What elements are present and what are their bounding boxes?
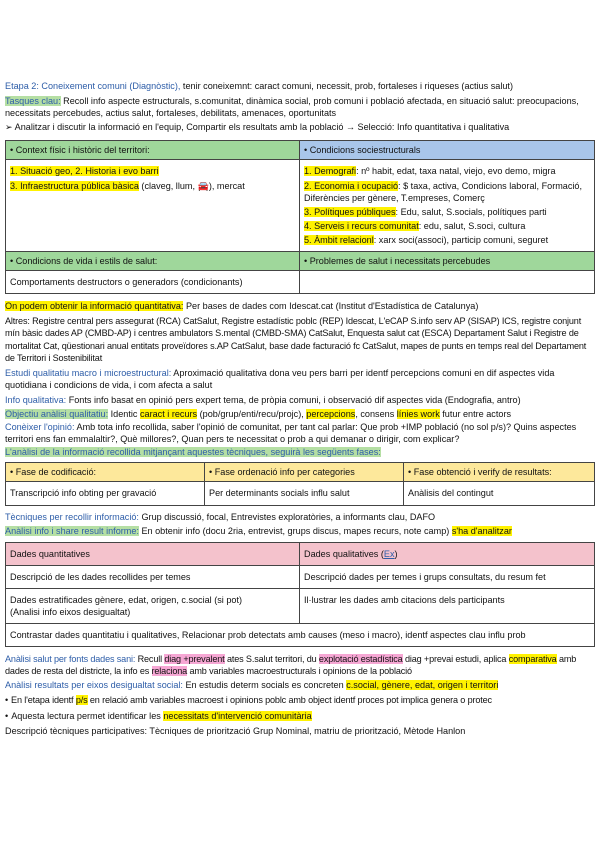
altres-paragraph: Altres: Registre central pers assegurat (RCA) CatSalut, Registre estadístic poblc (REP) Idescat, L'eCAP S.info serv AP (SISAP) ICS, registre conjunt mín bàsic dades AP (CMBD-AP) i centres ambulators S.mental (CMBD-SMA) CatSalut, Enquesta salut cat (ESCA) Departament Salut i Registre de mortalitat Cat, qüestionari anual entitats proveïdores s.AP CatSalut, base dade facturació fc CatSalut, mapes de punts en temps real del Departament de Territori i Sostenibilitat	[5, 316, 587, 363]
analisi-salut-label: Anàlisi salut per fonts dades sani:	[5, 654, 136, 665]
comportaments-cell: Comportaments destructors o generadors (condicionants)	[6, 271, 300, 294]
info-qualitativa-paragraph	[5, 394, 595, 406]
estudi-paragraph	[5, 367, 595, 391]
document-page	[5, 80, 595, 737]
objectiu-paragraph: Objectiu anàlisi qualitatiu: Identic caract i recurs (pob/grup/enti/recu/projc), percepcions, consens línies work futur entre actors	[5, 408, 512, 419]
podem-label: On podem obtenir la informació quantitativa:	[5, 301, 184, 312]
qual-row1: Descripció dades per temes i grups consultats, du resum fet	[300, 565, 595, 588]
analisi-eixos-paragraph: Anàlisi resultats per eixos desigualtat social: En estudis determ socials es concreten c.social, gènere, edat, origen i territori	[5, 680, 499, 691]
condicions-cell	[300, 160, 595, 252]
quantitatives-header: Dades quantitatives	[6, 542, 300, 565]
fase-codificacio-header: • Fase de codificació:	[6, 463, 205, 482]
coneixer-label: Conèixer l'opinió:	[5, 422, 75, 433]
coneixer-text: Amb tota info recollida, saber l'opinió de comunitat, per tant cal parlar: Que prob +IMP població (no sol p/s)? Quins aspectes territori ens fan emmalaltir?, Què millores?, Quan pers te necessitat o prob a qui demanar o dirigir, com explicar?	[5, 422, 577, 445]
tecniques-label: Tècniques per recollir informació:	[5, 511, 139, 522]
estudi-label: Estudi qualitatiu macro i microestructural:	[5, 367, 172, 378]
info-q-text: Fonts info basat en opinió pers expert tema, de pròpia comuni, i observació dif aspectes vida (Endografia, antro)	[66, 394, 521, 405]
quant-row1: Descripció de les dades recollides per temes	[6, 565, 300, 588]
podem-text: Per bases de dades com Idescat.cat (Institut d'Estadística de Catalunya)	[183, 301, 479, 312]
condicions-vida-header: • Condicions de vida i estils de salut:	[6, 252, 300, 271]
dades-table	[5, 542, 595, 647]
context-item-3-text: (claveg, llum, 🚘), mercat	[138, 180, 245, 191]
context-table	[5, 140, 595, 294]
analisi-salut-paragraph: Anàlisi salut per fonts dades sani: Recull diag +prevalent ates S.salut territori, du explotació estadística diag +prevai estudi, aplica comparativa amb dades de resta del districte, la info es relaciona amb variables macroestructurals i opinions de la població	[5, 654, 577, 677]
bullet-icon: •	[5, 710, 9, 721]
analitzar-paragraph	[5, 121, 595, 133]
etapa-label: Etapa 2: Coneixement comuni (Diagnòstic),	[5, 81, 181, 91]
estudi-text: Aproximació qualitativa dona veu pers barri per identf percepcions comuni en dif aspectes vida quotidiana i condicions de vida, i com afecta a salut	[5, 367, 555, 390]
qual-row2: Il·lustrar les dades amb citacions dels participants	[300, 588, 595, 623]
fase-ordenacio-header: • Fase ordenació info per categories	[205, 463, 404, 482]
podem-paragraph	[5, 300, 595, 312]
coneixer-paragraph	[5, 421, 595, 445]
analisi-eixos-label: Anàlisi resultats per eixos desigualtat social:	[5, 680, 183, 691]
fase-obtencio-header: • Fase obtenció i verify de resultats:	[404, 463, 595, 482]
quant-row2: Dades estratificades gènere, edat, origen, c.social (si pot) (Analisi info eixos desigualtat)	[6, 588, 300, 623]
tecniques-paragraph	[5, 511, 595, 523]
tasques-text: Recoll info aspecte estructurals, s.comunitat, dinàmica social, prob comuni i població afectada, en situació salut: preocupacions, necessitats percebudes, actius salut, fortaleses, debilitats, amenaces, oportunitats	[5, 96, 579, 119]
arrow-icon: ➢	[5, 122, 13, 133]
analisi-intro: L'anàlisi de la informació recollida mitjançant aquestes tècniques, seguirà les següents fases:	[5, 447, 381, 458]
condicions-header: • Condicions sociestructurals	[300, 141, 595, 160]
analisi-info-paragraph: Anàlisi info i share result informe: En obtenir info (docu 2ria, entrevist, grups discus, mapes recurs, note camp) s'ha d'analitzar	[5, 525, 512, 536]
fase-ordenacio-cell: Per determinants socials influ salut	[205, 482, 404, 505]
ex-link[interactable]: Ex	[383, 548, 395, 559]
tasques-label: Tasques clau:	[5, 96, 61, 107]
contrastar-row: Contrastar dades quantitatiu i qualitatives, Relacionar prob detectats amb causes (meso i macro), identf aspectes clau influ prob	[6, 624, 595, 647]
tecniques-text: Grup discussió, focal, Entrevistes exploratòries, a informants clau, DAFO	[138, 511, 436, 522]
condicions-item: 3. Polítiques públiques: Edu, salut, S.socials, polítiques parti	[304, 206, 547, 217]
condicions-item: 4. Serveis i recurs comunitat: edu, salut, S.soci, cultura	[304, 220, 526, 231]
tasques-paragraph	[5, 95, 595, 119]
context-item-1: 1. Situació geo, 2. Historia i evo barri	[10, 166, 159, 177]
context-cell	[6, 160, 300, 252]
etapa-text: tenir coneixemnt: caract comuni, necessit, prob, fortaleses i riqueses (actius salut)	[180, 81, 513, 91]
fases-table	[5, 462, 595, 505]
etapa-paragraph	[5, 80, 595, 92]
analisi-info-label: Anàlisi info i share result informe:	[5, 525, 139, 536]
analitzar-text: Analitzar i discutir la informació en l'equip, Compartir els resultats amb la població → Selecció: Info quantitativa i qualitativa	[14, 122, 510, 133]
condicions-item: 5. Àmbit relacionl: xarx soci(associ), particip comuni, seguret	[304, 234, 549, 245]
bullet-item: • Aquesta lectura permet identificar les necessitats d'intervenció comunitària	[5, 710, 312, 721]
objectiu-label: Objectiu anàlisi qualitatiu:	[5, 408, 109, 419]
context-header: • Context físic i històric del territori:	[6, 141, 300, 160]
qualitatives-header: Dades qualitatives (Ex)	[300, 542, 595, 565]
empty-cell	[300, 271, 595, 294]
fase-obtencio-cell: Anàlisis del contingut	[404, 482, 595, 505]
condicions-item: 1. Demografi: nº habit, edat, taxa natal, viejo, evo demo, migra	[304, 166, 556, 177]
context-item-3-label: 3. Infraestructura pública bàsica	[10, 180, 139, 191]
fase-codificacio-cell: Transcripció info obting per gravació	[6, 482, 205, 505]
condicions-item: 2. Economia i ocupació: $ taxa, activa, Condicions laboral, Formació, Diferències per gènere, T.empreses, Comerç	[304, 180, 583, 203]
descripcio-paragraph: Descripció tècniques participatives: Tècniques de priorització Grup Nominal, matriu de priorització, Mètode Hanlon	[5, 725, 466, 736]
problemes-header: • Problemes de salut i necessitats percebudes	[300, 252, 595, 271]
bullet-icon: •	[5, 695, 9, 706]
bullet-item: • En l'etapa identf p/s en relació amb variables macroest i opinions poblc amb object identf proces pot implica genera o protec	[5, 695, 492, 706]
info-q-label: Info qualitativa:	[5, 394, 67, 405]
